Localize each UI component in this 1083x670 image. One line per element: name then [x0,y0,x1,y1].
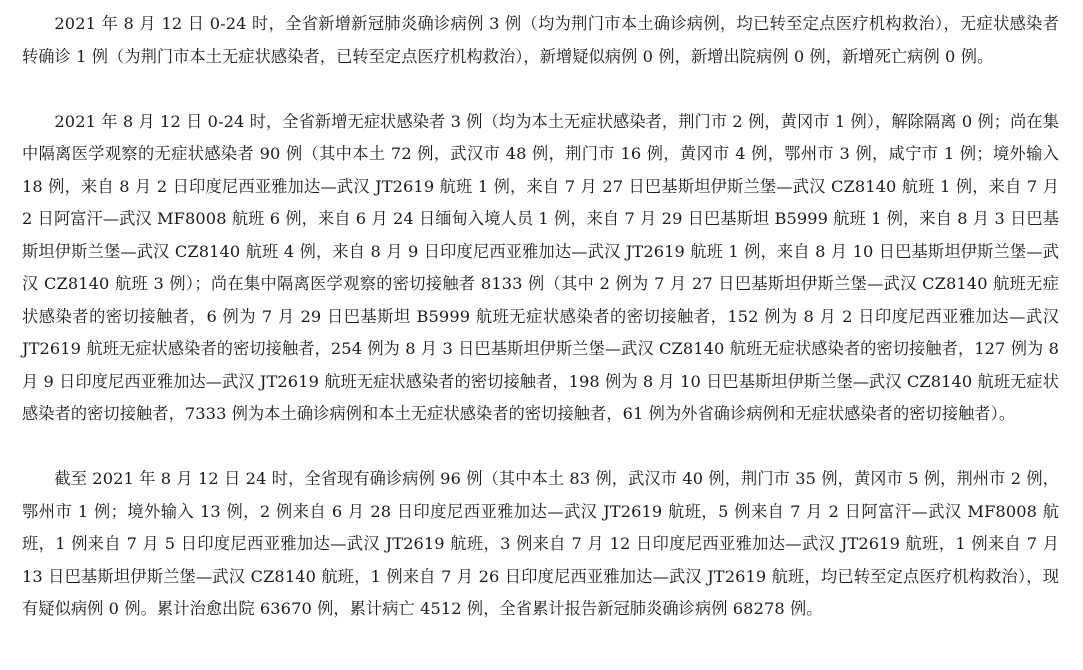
paragraph-new-confirmed-cases: 2021 年 8 月 12 日 0-24 时，全省新增新冠肺炎确诊病例 3 例（均为荆门市本土确诊病例，均已转至定点医疗机构救治），无症状感染者转确诊 1 例（为荆门市本土无症状感染者，已转至定点医疗机构救治），新增疑似病例 0 例，新增出院病例 0 例，新增死亡病例 0 例。 [22,14,1059,66]
paragraph-asymptomatic-and-close-contacts: 2021 年 8 月 12 日 0-24 时，全省新增无症状感染者 3 例（均为本土无症状感染者，荆门市 2 例，黄冈市 1 例），解除隔离 0 例；尚在集中隔离医学观察的无症状感染者 90 例（其中本土 72 例，武汉市 48 例，荆门市 16 例，黄冈市 4 例，鄂州市 3 例，咸宁市 1 例；境外输入 18 例，来自 8 月 2 日印度尼西亚雅加达—武汉 JT2619 航班 1 例，来自 7 月 27 日巴基斯坦伊斯兰堡—武汉 CZ8140 航班 1 例，来自 7 月 2 日阿富汗—武汉 MF8008 航班 6 例，来自 6 月 24 日缅甸入境人员 1 例，来自 7 月 29 日巴基斯坦 B5999 航班 1 例，来自 8 月 3 日巴基斯坦伊斯兰堡—武汉 CZ8140 航班 4 例，来自 8 月 9 日印度尼西亚雅加达—武汉 JT2619 航班 1 例，来自 8 月 10 日巴基斯坦伊斯兰堡—武汉 CZ8140 航班 3 例）；尚在集中隔离医学观察的密切接触者 8133 例（其中 2 例为 7 月 27 日巴基斯坦伊斯兰堡—武汉 CZ8140 航班无症状感染者的密切接触者，6 例为 7 月 29 日巴基斯坦 B5999 航班无症状感染者的密切接触者，152 例为 8 月 2 日印度尼西亚雅加达—武汉 JT2619 航班无症状感染者的密切接触者，254 例为 8 月 3 日巴基斯坦伊斯兰堡—武汉 CZ8140 航班无症状感染者的密切接触者，127 例为 8 月 9 日印度尼西亚雅加达—武汉 JT2619 航班无症状感染者的密切接触者，198 例为 8 月 10 日巴基斯坦伊斯兰堡—武汉 CZ8140 航班无症状感染者的密切接触者，7333 例为本土确诊病例和本土无症状感染者的密切接触者，61 例为外省确诊病例和无症状感染者的密切接触者）。 [22,111,1059,423]
paragraph-current-totals: 截至 2021 年 8 月 12 日 24 时，全省现有确诊病例 96 例（其中本土 83 例，武汉市 40 例，荆门市 35 例，黄冈市 5 例，荆州市 2 例，鄂州市 1 例；境外输入 13 例，2 例来自 6 月 28 日印度尼西亚雅加达—武汉 JT2619 航班，5 例来自 7 月 2 日阿富汗—武汉 MF8008 航班，1 例来自 7 月 5 日印度尼西亚雅加达—武汉 JT2619 航班，3 例来自 7 月 12 日印度尼西亚雅加达—武汉 JT2619 航班，1 例来自 7 月 13 日巴基斯坦伊斯兰堡—武汉 CZ8140 航班，1 例来自 7 月 26 日印度尼西亚雅加达—武汉 JT2619 航班，均已转至定点医疗机构救治），现有疑似病例 0 例。累计治愈出院 63670 例，累计病亡 4512 例，全省累计报告新冠肺炎确诊病例 68278 例。 [22,469,1059,618]
